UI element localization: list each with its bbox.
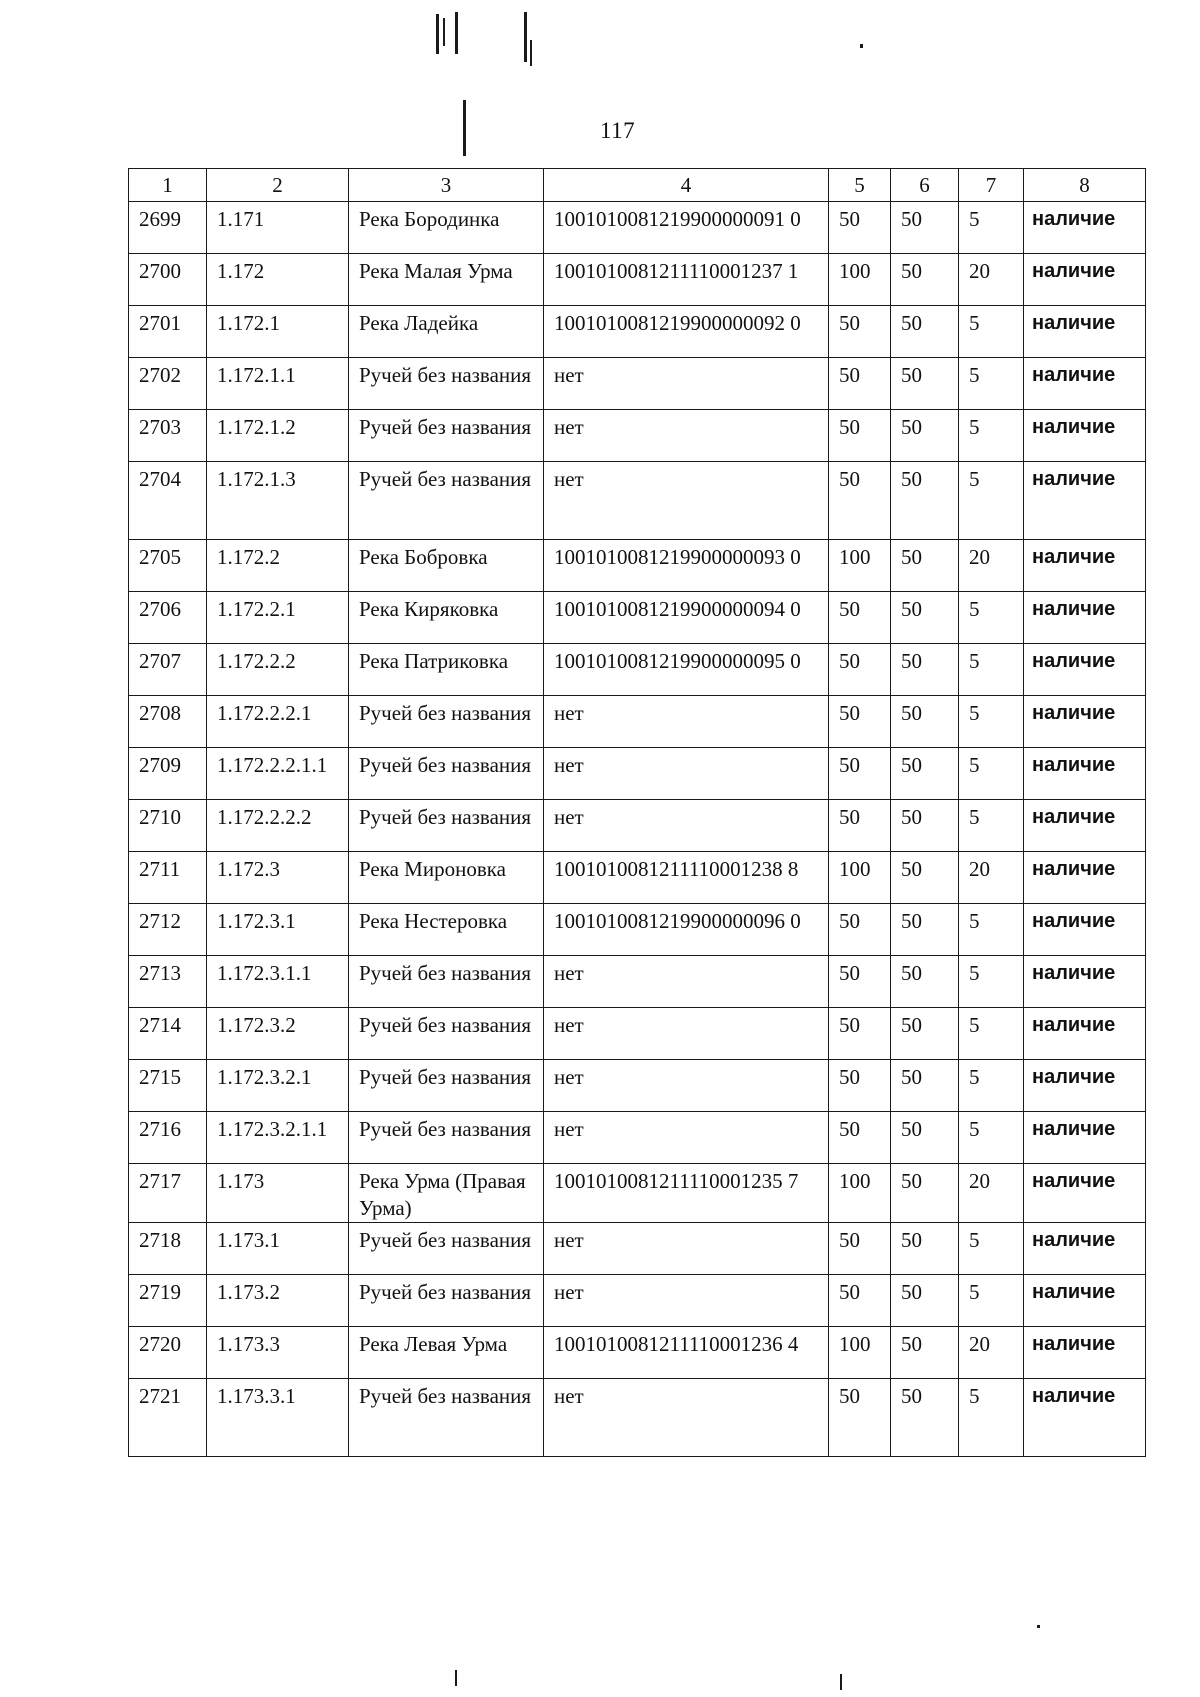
status-cell: наличие <box>1024 358 1146 410</box>
column-6-cell: 50 <box>891 540 959 592</box>
column-6-cell: 50 <box>891 852 959 904</box>
column-7-cell: 5 <box>959 1275 1024 1327</box>
column-7-cell: 5 <box>959 748 1024 800</box>
column-6-cell: 50 <box>891 306 959 358</box>
column-6-cell: 50 <box>891 696 959 748</box>
registry-code-cell: 1001010081219900000096 0 <box>544 904 829 956</box>
column-5-cell: 50 <box>829 1060 891 1112</box>
column-7-cell: 5 <box>959 1008 1024 1060</box>
column-6-cell: 50 <box>891 254 959 306</box>
column-header: 8 <box>1024 169 1146 202</box>
column-5-cell: 50 <box>829 956 891 1008</box>
name-cell: Река Бородинка <box>349 202 544 254</box>
row-number-cell: 2710 <box>129 800 207 852</box>
code-cell: 1.172.2 <box>207 540 349 592</box>
column-7-cell: 20 <box>959 254 1024 306</box>
column-5-cell: 100 <box>829 254 891 306</box>
column-6-cell: 50 <box>891 748 959 800</box>
table-row <box>129 1112 1146 1164</box>
column-7-cell: 5 <box>959 956 1024 1008</box>
column-5-cell: 50 <box>829 462 891 540</box>
page-number: 117 <box>600 118 636 143</box>
table-row <box>129 852 1146 904</box>
column-6-cell: 50 <box>891 1060 959 1112</box>
column-7-cell: 5 <box>959 306 1024 358</box>
scan-mark-top-5 <box>530 40 532 66</box>
code-cell: 1.173.3.1 <box>207 1379 349 1457</box>
name-cell: Река Патриковка <box>349 644 544 696</box>
table-row <box>129 358 1146 410</box>
column-5-cell: 50 <box>829 1223 891 1275</box>
table-row <box>129 956 1146 1008</box>
name-cell: Ручей без названия <box>349 1112 544 1164</box>
status-cell: наличие <box>1024 1008 1146 1060</box>
code-cell: 1.173.1 <box>207 1223 349 1275</box>
code-cell: 1.172.1.2 <box>207 410 349 462</box>
status-cell: наличие <box>1024 306 1146 358</box>
status-cell: наличие <box>1024 1060 1146 1112</box>
column-7-cell: 20 <box>959 540 1024 592</box>
registry-code-cell: нет <box>544 696 829 748</box>
row-number-cell: 2708 <box>129 696 207 748</box>
column-header: 4 <box>544 169 829 202</box>
column-5-cell: 50 <box>829 358 891 410</box>
scan-mark-top-3 <box>455 12 458 54</box>
scan-mark-dot-bottom <box>1037 1625 1040 1628</box>
column-5-cell: 100 <box>829 852 891 904</box>
column-7-cell: 5 <box>959 696 1024 748</box>
column-6-cell: 50 <box>891 462 959 540</box>
status-cell: наличие <box>1024 410 1146 462</box>
column-5-cell: 50 <box>829 1008 891 1060</box>
column-7-cell: 5 <box>959 904 1024 956</box>
name-cell: Река Малая Урма <box>349 254 544 306</box>
code-cell: 1.172.2.2.1 <box>207 696 349 748</box>
table-row <box>129 592 1146 644</box>
scan-mark-bottom-2 <box>840 1674 842 1690</box>
column-7-cell: 5 <box>959 592 1024 644</box>
name-cell: Ручей без названия <box>349 800 544 852</box>
column-6-cell: 50 <box>891 410 959 462</box>
row-number-cell: 2713 <box>129 956 207 1008</box>
status-cell: наличие <box>1024 644 1146 696</box>
row-number-cell: 2699 <box>129 202 207 254</box>
code-cell: 1.172.2.1 <box>207 592 349 644</box>
code-cell: 1.172.1.1 <box>207 358 349 410</box>
registry-code-cell: 1001010081219900000094 0 <box>544 592 829 644</box>
column-7-cell: 5 <box>959 644 1024 696</box>
registry-code-cell: нет <box>544 1008 829 1060</box>
column-7-cell: 5 <box>959 410 1024 462</box>
status-cell: наличие <box>1024 852 1146 904</box>
registry-code-cell: 1001010081219900000095 0 <box>544 644 829 696</box>
name-cell: Река Левая Урма <box>349 1327 544 1379</box>
row-number-cell: 2712 <box>129 904 207 956</box>
row-number-cell: 2718 <box>129 1223 207 1275</box>
status-cell: наличие <box>1024 1379 1146 1457</box>
row-number-cell: 2705 <box>129 540 207 592</box>
name-cell: Река Урма (Правая Урма) <box>349 1164 544 1223</box>
table-row <box>129 462 1146 540</box>
code-cell: 1.173 <box>207 1164 349 1223</box>
column-5-cell: 50 <box>829 696 891 748</box>
row-number-cell: 2700 <box>129 254 207 306</box>
table-row <box>129 1379 1146 1457</box>
table-row <box>129 1008 1146 1060</box>
code-cell: 1.172 <box>207 254 349 306</box>
status-cell: наличие <box>1024 1164 1146 1223</box>
column-7-cell: 20 <box>959 852 1024 904</box>
name-cell: Ручей без названия <box>349 1060 544 1112</box>
row-number-cell: 2709 <box>129 748 207 800</box>
name-cell: Река Киряковка <box>349 592 544 644</box>
column-6-cell: 50 <box>891 1379 959 1457</box>
table-body <box>129 202 1146 1457</box>
table-row <box>129 800 1146 852</box>
table-row <box>129 904 1146 956</box>
column-5-cell: 100 <box>829 1164 891 1223</box>
column-5-cell: 50 <box>829 592 891 644</box>
table-row <box>129 1164 1146 1223</box>
row-number-cell: 2702 <box>129 358 207 410</box>
row-number-cell: 2703 <box>129 410 207 462</box>
registry-code-cell: 1001010081211110001236 4 <box>544 1327 829 1379</box>
scan-mark-top-2 <box>443 18 445 46</box>
column-7-cell: 5 <box>959 462 1024 540</box>
name-cell: Ручей без названия <box>349 748 544 800</box>
row-number-cell: 2704 <box>129 462 207 540</box>
column-5-cell: 50 <box>829 202 891 254</box>
column-5-cell: 50 <box>829 1112 891 1164</box>
code-cell: 1.172.3 <box>207 852 349 904</box>
registry-code-cell: нет <box>544 358 829 410</box>
column-6-cell: 50 <box>891 1008 959 1060</box>
column-6-cell: 50 <box>891 1112 959 1164</box>
table-row <box>129 1223 1146 1275</box>
registry-code-cell: нет <box>544 1223 829 1275</box>
status-cell: наличие <box>1024 800 1146 852</box>
name-cell: Река Ладейка <box>349 306 544 358</box>
name-cell: Река Мироновка <box>349 852 544 904</box>
table-row <box>129 748 1146 800</box>
column-7-cell: 5 <box>959 1112 1024 1164</box>
scan-mark-top-4 <box>524 12 527 62</box>
status-cell: наличие <box>1024 1275 1146 1327</box>
name-cell: Ручей без названия <box>349 696 544 748</box>
code-cell: 1.172.3.2 <box>207 1008 349 1060</box>
column-5-cell: 50 <box>829 1379 891 1457</box>
column-6-cell: 50 <box>891 644 959 696</box>
column-header: 5 <box>829 169 891 202</box>
scan-mark-top-1 <box>436 14 439 54</box>
registry-code-cell: 1001010081219900000092 0 <box>544 306 829 358</box>
row-number-cell: 2701 <box>129 306 207 358</box>
column-5-cell: 100 <box>829 1327 891 1379</box>
column-header: 7 <box>959 169 1024 202</box>
column-5-cell: 50 <box>829 306 891 358</box>
table-row <box>129 306 1146 358</box>
column-6-cell: 50 <box>891 904 959 956</box>
table-row <box>129 1275 1146 1327</box>
registry-code-cell: нет <box>544 462 829 540</box>
name-cell: Ручей без названия <box>349 358 544 410</box>
status-cell: наличие <box>1024 592 1146 644</box>
code-cell: 1.172.2.2.2 <box>207 800 349 852</box>
row-number-cell: 2721 <box>129 1379 207 1457</box>
registry-code-cell: нет <box>544 1379 829 1457</box>
scan-mark-bottom-1 <box>455 1670 457 1686</box>
registry-code-cell: нет <box>544 1275 829 1327</box>
name-cell: Ручей без названия <box>349 410 544 462</box>
column-7-cell: 5 <box>959 202 1024 254</box>
status-cell: наличие <box>1024 904 1146 956</box>
column-header: 3 <box>349 169 544 202</box>
column-5-cell: 50 <box>829 644 891 696</box>
column-6-cell: 50 <box>891 1275 959 1327</box>
code-cell: 1.172.2.2.1.1 <box>207 748 349 800</box>
name-cell: Река Бобровка <box>349 540 544 592</box>
code-cell: 1.172.1 <box>207 306 349 358</box>
status-cell: наличие <box>1024 202 1146 254</box>
header-row <box>129 169 1146 202</box>
column-header: 2 <box>207 169 349 202</box>
registry-code-cell: 1001010081211110001238 8 <box>544 852 829 904</box>
column-7-cell: 5 <box>959 1379 1024 1457</box>
registry-code-cell: нет <box>544 800 829 852</box>
column-6-cell: 50 <box>891 1223 959 1275</box>
registry-code-cell: нет <box>544 1112 829 1164</box>
column-header: 6 <box>891 169 959 202</box>
column-6-cell: 50 <box>891 800 959 852</box>
table-row <box>129 254 1146 306</box>
registry-code-cell: 1001010081219900000091 0 <box>544 202 829 254</box>
column-5-cell: 50 <box>829 748 891 800</box>
scan-mark-dot-right <box>860 44 863 48</box>
status-cell: наличие <box>1024 696 1146 748</box>
column-5-cell: 50 <box>829 800 891 852</box>
column-5-cell: 50 <box>829 1275 891 1327</box>
code-cell: 1.172.3.1.1 <box>207 956 349 1008</box>
name-cell: Ручей без названия <box>349 1275 544 1327</box>
registry-table <box>128 168 1146 1457</box>
column-5-cell: 50 <box>829 410 891 462</box>
code-cell: 1.172.3.1 <box>207 904 349 956</box>
column-6-cell: 50 <box>891 592 959 644</box>
row-number-cell: 2716 <box>129 1112 207 1164</box>
row-number-cell: 2714 <box>129 1008 207 1060</box>
row-number-cell: 2720 <box>129 1327 207 1379</box>
registry-code-cell: нет <box>544 956 829 1008</box>
name-cell: Ручей без названия <box>349 1379 544 1457</box>
name-cell: Ручей без названия <box>349 956 544 1008</box>
table-row <box>129 540 1146 592</box>
table-row <box>129 1060 1146 1112</box>
code-cell: 1.172.3.2.1.1 <box>207 1112 349 1164</box>
registry-code-cell: 1001010081219900000093 0 <box>544 540 829 592</box>
column-6-cell: 50 <box>891 358 959 410</box>
table-row <box>129 1327 1146 1379</box>
column-7-cell: 5 <box>959 1223 1024 1275</box>
column-7-cell: 5 <box>959 358 1024 410</box>
row-number-cell: 2711 <box>129 852 207 904</box>
status-cell: наличие <box>1024 748 1146 800</box>
column-5-cell: 50 <box>829 904 891 956</box>
code-cell: 1.171 <box>207 202 349 254</box>
registry-code-cell: нет <box>544 1060 829 1112</box>
column-7-cell: 20 <box>959 1327 1024 1379</box>
status-cell: наличие <box>1024 1327 1146 1379</box>
column-7-cell: 5 <box>959 1060 1024 1112</box>
status-cell: наличие <box>1024 1112 1146 1164</box>
column-7-cell: 5 <box>959 800 1024 852</box>
status-cell: наличие <box>1024 540 1146 592</box>
column-6-cell: 50 <box>891 1327 959 1379</box>
registry-code-cell: 1001010081211110001235 7 <box>544 1164 829 1223</box>
row-number-cell: 2719 <box>129 1275 207 1327</box>
table-row <box>129 202 1146 254</box>
table-row <box>129 644 1146 696</box>
name-cell: Река Нестеровка <box>349 904 544 956</box>
code-cell: 1.172.3.2.1 <box>207 1060 349 1112</box>
table-row <box>129 696 1146 748</box>
registry-code-cell: нет <box>544 748 829 800</box>
column-7-cell: 20 <box>959 1164 1024 1223</box>
status-cell: наличие <box>1024 1223 1146 1275</box>
code-cell: 1.172.1.3 <box>207 462 349 540</box>
table-row <box>129 410 1146 462</box>
row-number-cell: 2717 <box>129 1164 207 1223</box>
code-cell: 1.172.2.2 <box>207 644 349 696</box>
name-cell: Ручей без названия <box>349 462 544 540</box>
status-cell: наличие <box>1024 956 1146 1008</box>
column-6-cell: 50 <box>891 202 959 254</box>
scan-mark-left-bar <box>463 100 466 156</box>
code-cell: 1.173.2 <box>207 1275 349 1327</box>
row-number-cell: 2706 <box>129 592 207 644</box>
status-cell: наличие <box>1024 462 1146 540</box>
registry-code-cell: 1001010081211110001237 1 <box>544 254 829 306</box>
status-cell: наличие <box>1024 254 1146 306</box>
registry-code-cell: нет <box>544 410 829 462</box>
name-cell: Ручей без названия <box>349 1223 544 1275</box>
column-header: 1 <box>129 169 207 202</box>
row-number-cell: 2707 <box>129 644 207 696</box>
column-6-cell: 50 <box>891 956 959 1008</box>
code-cell: 1.173.3 <box>207 1327 349 1379</box>
column-6-cell: 50 <box>891 1164 959 1223</box>
row-number-cell: 2715 <box>129 1060 207 1112</box>
column-5-cell: 100 <box>829 540 891 592</box>
name-cell: Ручей без названия <box>349 1008 544 1060</box>
